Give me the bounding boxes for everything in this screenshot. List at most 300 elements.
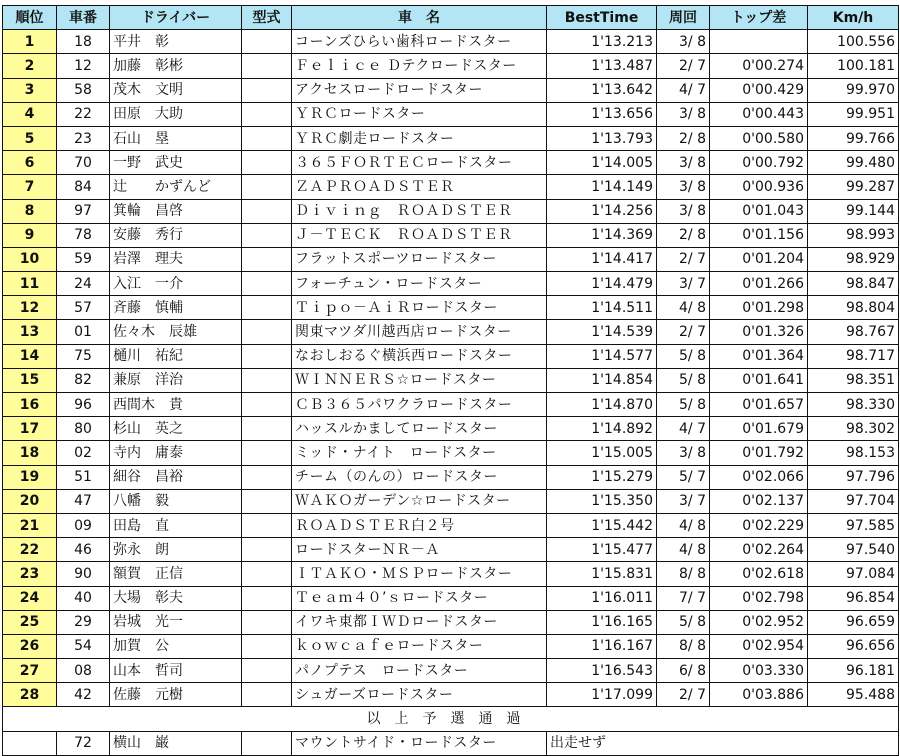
speed-cell: 98.804 bbox=[808, 296, 899, 320]
position-cell: 14 bbox=[3, 344, 57, 368]
qualify-divider-label: 以上予選通過 bbox=[3, 707, 899, 731]
table-row bbox=[3, 223, 899, 247]
driver-cell: 細谷 昌裕 bbox=[110, 465, 242, 489]
speed-cell: 99.287 bbox=[808, 175, 899, 199]
table-row bbox=[3, 344, 899, 368]
car-number-cell: 51 bbox=[57, 465, 110, 489]
speed-cell: 99.970 bbox=[808, 78, 899, 102]
gap-cell: 0'02.229 bbox=[710, 513, 808, 537]
gap-cell: 0'00.936 bbox=[710, 175, 808, 199]
type-cell bbox=[242, 683, 292, 707]
position-cell: 22 bbox=[3, 538, 57, 562]
speed-cell: 98.302 bbox=[808, 417, 899, 441]
car-name-cell: なおしおるぐ横浜西ロードスター bbox=[292, 344, 547, 368]
best-time-cell: 1'15.350 bbox=[547, 489, 657, 513]
table-row bbox=[3, 151, 899, 175]
table-row bbox=[3, 393, 899, 417]
speed-cell: 98.351 bbox=[808, 368, 899, 392]
car-number-cell: 80 bbox=[57, 417, 110, 441]
table-row bbox=[3, 562, 899, 586]
best-time-cell: 1'14.369 bbox=[547, 223, 657, 247]
driver-cell: 山本 哲司 bbox=[110, 659, 242, 683]
gap-cell: 0'03.330 bbox=[710, 659, 808, 683]
table-row bbox=[3, 513, 899, 537]
car-name-cell: フラットスポーツロードスター bbox=[292, 247, 547, 271]
car-number-cell: 82 bbox=[57, 368, 110, 392]
header-gap: トップ差 bbox=[710, 6, 808, 30]
table-row bbox=[3, 610, 899, 634]
driver-cell: 岩澤 理夫 bbox=[110, 247, 242, 271]
car-name-cell: ＷＡＫＯガーデン☆ロードスター bbox=[292, 489, 547, 513]
car-name-cell: Ｊ－ＴＥＣＫ ＲＯＡＤＳＴＥＲ bbox=[292, 223, 547, 247]
speed-cell: 98.153 bbox=[808, 441, 899, 465]
gap-cell: 0'01.043 bbox=[710, 199, 808, 223]
car-name-cell: ハッスルかましてロードスター bbox=[292, 417, 547, 441]
qualify-divider-row bbox=[3, 707, 899, 731]
car-number-cell: 70 bbox=[57, 151, 110, 175]
table-row bbox=[3, 102, 899, 126]
driver-cell: 弥永 朗 bbox=[110, 538, 242, 562]
did-not-start-note: 出走せず bbox=[547, 731, 899, 755]
car-name-cell: シュガーズロードスター bbox=[292, 683, 547, 707]
position-cell: 3 bbox=[3, 78, 57, 102]
car-number-cell: 84 bbox=[57, 175, 110, 199]
driver-cell: 安藤 秀行 bbox=[110, 223, 242, 247]
type-cell bbox=[242, 296, 292, 320]
gap-cell: 0'01.298 bbox=[710, 296, 808, 320]
type-cell bbox=[242, 634, 292, 658]
car-name-cell: ＺＡＰＲＯＡＤＳＴＥＲ bbox=[292, 175, 547, 199]
laps-cell: 2/ 7 bbox=[657, 683, 710, 707]
car-number-cell: 57 bbox=[57, 296, 110, 320]
laps-cell: 2/ 7 bbox=[657, 247, 710, 271]
car-number-cell: 97 bbox=[57, 199, 110, 223]
table-row bbox=[3, 368, 899, 392]
best-time-cell: 1'14.511 bbox=[547, 296, 657, 320]
gap-cell: 0'02.066 bbox=[710, 465, 808, 489]
laps-cell: 4/ 7 bbox=[657, 78, 710, 102]
type-cell bbox=[242, 465, 292, 489]
speed-cell: 96.656 bbox=[808, 634, 899, 658]
type-cell bbox=[242, 731, 292, 755]
best-time-cell: 1'14.005 bbox=[547, 151, 657, 175]
car-name-cell: 関東マツダ川越西店ロードスター bbox=[292, 320, 547, 344]
header-driver: ドライバー bbox=[110, 6, 242, 30]
gap-cell: 0'00.580 bbox=[710, 126, 808, 150]
table-row bbox=[3, 538, 899, 562]
car-number-cell: 59 bbox=[57, 247, 110, 271]
gap-cell: 0'01.792 bbox=[710, 441, 808, 465]
table-row bbox=[3, 247, 899, 271]
best-time-cell: 1'15.442 bbox=[547, 513, 657, 537]
position-cell: 12 bbox=[3, 296, 57, 320]
laps-cell: 2/ 7 bbox=[657, 320, 710, 344]
position-cell: 27 bbox=[3, 659, 57, 683]
header-position: 順位 bbox=[3, 6, 57, 30]
driver-cell: 西間木 貴 bbox=[110, 393, 242, 417]
driver-cell: 佐藤 元樹 bbox=[110, 683, 242, 707]
table-row bbox=[3, 634, 899, 658]
table-row bbox=[3, 465, 899, 489]
header-car-name: 車 名 bbox=[292, 6, 547, 30]
driver-cell: 大場 彰夫 bbox=[110, 586, 242, 610]
car-name-cell: ＩＴＡＫＯ・ＭＳＰロードスター bbox=[292, 562, 547, 586]
best-time-cell: 1'14.854 bbox=[547, 368, 657, 392]
speed-cell: 96.659 bbox=[808, 610, 899, 634]
position-cell: 17 bbox=[3, 417, 57, 441]
car-number-cell: 29 bbox=[57, 610, 110, 634]
speed-cell: 97.704 bbox=[808, 489, 899, 513]
header-car-number: 車番 bbox=[57, 6, 110, 30]
gap-cell: 0'02.952 bbox=[710, 610, 808, 634]
gap-cell: 0'02.798 bbox=[710, 586, 808, 610]
laps-cell: 3/ 7 bbox=[657, 272, 710, 296]
position-cell: 23 bbox=[3, 562, 57, 586]
type-cell bbox=[242, 344, 292, 368]
driver-cell: 兼原 洋治 bbox=[110, 368, 242, 392]
driver-cell: 石山 塁 bbox=[110, 126, 242, 150]
gap-cell: 0'02.264 bbox=[710, 538, 808, 562]
position-cell: 13 bbox=[3, 320, 57, 344]
best-time-cell: 1'13.656 bbox=[547, 102, 657, 126]
driver-cell: 加賀 公 bbox=[110, 634, 242, 658]
type-cell bbox=[242, 102, 292, 126]
best-time-cell: 1'15.831 bbox=[547, 562, 657, 586]
table-row bbox=[3, 320, 899, 344]
gap-cell: 0'01.364 bbox=[710, 344, 808, 368]
type-cell bbox=[242, 368, 292, 392]
car-number-cell: 02 bbox=[57, 441, 110, 465]
gap-cell: 0'02.137 bbox=[710, 489, 808, 513]
gap-cell bbox=[710, 30, 808, 54]
laps-cell: 2/ 7 bbox=[657, 54, 710, 78]
laps-cell: 3/ 8 bbox=[657, 30, 710, 54]
driver-cell: 茂木 文明 bbox=[110, 78, 242, 102]
nonstarter-row bbox=[3, 731, 899, 755]
table-row bbox=[3, 175, 899, 199]
laps-cell: 3/ 8 bbox=[657, 151, 710, 175]
speed-cell: 97.540 bbox=[808, 538, 899, 562]
laps-cell: 5/ 8 bbox=[657, 610, 710, 634]
speed-cell: 97.084 bbox=[808, 562, 899, 586]
speed-cell: 98.767 bbox=[808, 320, 899, 344]
car-number-cell: 96 bbox=[57, 393, 110, 417]
car-number-cell: 01 bbox=[57, 320, 110, 344]
table-row bbox=[3, 296, 899, 320]
car-name-cell: パノプテス ロードスター bbox=[292, 659, 547, 683]
best-time-cell: 1'14.149 bbox=[547, 175, 657, 199]
car-name-cell: アクセスロードロードスター bbox=[292, 78, 547, 102]
best-time-cell: 1'16.011 bbox=[547, 586, 657, 610]
car-number-cell: 46 bbox=[57, 538, 110, 562]
table-row bbox=[3, 683, 899, 707]
type-cell bbox=[242, 586, 292, 610]
best-time-cell: 1'14.256 bbox=[547, 199, 657, 223]
car-number-cell: 12 bbox=[57, 54, 110, 78]
speed-cell: 99.766 bbox=[808, 126, 899, 150]
laps-cell: 5/ 8 bbox=[657, 393, 710, 417]
position-cell: 5 bbox=[3, 126, 57, 150]
best-time-cell: 1'13.487 bbox=[547, 54, 657, 78]
speed-cell: 96.854 bbox=[808, 586, 899, 610]
position-cell: 21 bbox=[3, 513, 57, 537]
position-cell: 10 bbox=[3, 247, 57, 271]
car-name-cell: Ｔｉｐｏ－ＡｉＲロードスター bbox=[292, 296, 547, 320]
gap-cell: 0'00.792 bbox=[710, 151, 808, 175]
best-time-cell: 1'13.213 bbox=[547, 30, 657, 54]
car-name-cell: ＹＲＣロードスター bbox=[292, 102, 547, 126]
laps-cell: 8/ 8 bbox=[657, 634, 710, 658]
car-number-cell: 22 bbox=[57, 102, 110, 126]
car-number-cell: 08 bbox=[57, 659, 110, 683]
type-cell bbox=[242, 513, 292, 537]
gap-cell: 0'00.443 bbox=[710, 102, 808, 126]
position-cell: 26 bbox=[3, 634, 57, 658]
type-cell bbox=[242, 272, 292, 296]
best-time-cell: 1'14.539 bbox=[547, 320, 657, 344]
car-number-cell: 90 bbox=[57, 562, 110, 586]
position-cell: 18 bbox=[3, 441, 57, 465]
speed-cell: 100.181 bbox=[808, 54, 899, 78]
laps-cell: 3/ 7 bbox=[657, 489, 710, 513]
header-best-time: BestTime bbox=[547, 6, 657, 30]
driver-cell: 岩城 光一 bbox=[110, 610, 242, 634]
car-name-cell: ＣＢ３６５パワクラロードスター bbox=[292, 393, 547, 417]
car-number-cell: 24 bbox=[57, 272, 110, 296]
car-name-cell: ＹＲＣ劇走ロードスター bbox=[292, 126, 547, 150]
driver-cell: 加藤 彰彬 bbox=[110, 54, 242, 78]
driver-cell: 箕輪 昌啓 bbox=[110, 199, 242, 223]
laps-cell: 2/ 8 bbox=[657, 223, 710, 247]
best-time-cell: 1'14.870 bbox=[547, 393, 657, 417]
best-time-cell: 1'16.167 bbox=[547, 634, 657, 658]
best-time-cell: 1'13.642 bbox=[547, 78, 657, 102]
laps-cell: 4/ 8 bbox=[657, 538, 710, 562]
gap-cell: 0'01.657 bbox=[710, 393, 808, 417]
type-cell bbox=[242, 659, 292, 683]
best-time-cell: 1'15.477 bbox=[547, 538, 657, 562]
table-row bbox=[3, 272, 899, 296]
table-row bbox=[3, 489, 899, 513]
position-cell: 16 bbox=[3, 393, 57, 417]
type-cell bbox=[242, 126, 292, 150]
car-name-cell: マウントサイド・ロードスター bbox=[292, 731, 547, 755]
speed-cell: 98.330 bbox=[808, 393, 899, 417]
car-name-cell: ｋｏｗｃａｆｅロードスター bbox=[292, 634, 547, 658]
car-name-cell: Ｆｅｌｉｃｅ Ｄテクロードスター bbox=[292, 54, 547, 78]
driver-cell: 一野 武史 bbox=[110, 151, 242, 175]
car-name-cell: ３６５ＦＯＲＴＥＣロードスター bbox=[292, 151, 547, 175]
type-cell bbox=[242, 54, 292, 78]
table-row bbox=[3, 659, 899, 683]
car-number-cell: 75 bbox=[57, 344, 110, 368]
table-row bbox=[3, 199, 899, 223]
speed-cell: 97.585 bbox=[808, 513, 899, 537]
speed-cell: 98.993 bbox=[808, 223, 899, 247]
type-cell bbox=[242, 489, 292, 513]
laps-cell: 3/ 8 bbox=[657, 441, 710, 465]
driver-cell: 田原 大助 bbox=[110, 102, 242, 126]
table-row bbox=[3, 54, 899, 78]
type-cell bbox=[242, 151, 292, 175]
gap-cell: 0'01.156 bbox=[710, 223, 808, 247]
position-cell: 4 bbox=[3, 102, 57, 126]
laps-cell: 6/ 8 bbox=[657, 659, 710, 683]
header-speed: Km/h bbox=[808, 6, 899, 30]
position-cell: 11 bbox=[3, 272, 57, 296]
position-cell: 2 bbox=[3, 54, 57, 78]
best-time-cell: 1'14.417 bbox=[547, 247, 657, 271]
gap-cell: 0'02.618 bbox=[710, 562, 808, 586]
header-type: 型式 bbox=[242, 6, 292, 30]
gap-cell: 0'01.679 bbox=[710, 417, 808, 441]
laps-cell: 7/ 7 bbox=[657, 586, 710, 610]
car-number-cell: 09 bbox=[57, 513, 110, 537]
results-body bbox=[3, 30, 899, 756]
best-time-cell: 1'17.099 bbox=[547, 683, 657, 707]
laps-cell: 2/ 8 bbox=[657, 126, 710, 150]
position-cell: 7 bbox=[3, 175, 57, 199]
type-cell bbox=[242, 538, 292, 562]
car-number-cell: 58 bbox=[57, 78, 110, 102]
car-name-cell: ミッド・ナイト ロードスター bbox=[292, 441, 547, 465]
car-name-cell: チーム（のんの）ロードスター bbox=[292, 465, 547, 489]
best-time-cell: 1'15.279 bbox=[547, 465, 657, 489]
type-cell bbox=[242, 223, 292, 247]
position-cell: 1 bbox=[3, 30, 57, 54]
type-cell bbox=[242, 610, 292, 634]
laps-cell: 3/ 8 bbox=[657, 199, 710, 223]
speed-cell: 96.181 bbox=[808, 659, 899, 683]
car-name-cell: コーンズひらい歯科ロードスター bbox=[292, 30, 547, 54]
car-number-cell: 18 bbox=[57, 30, 110, 54]
gap-cell: 0'01.326 bbox=[710, 320, 808, 344]
table-row bbox=[3, 441, 899, 465]
gap-cell: 0'00.429 bbox=[710, 78, 808, 102]
speed-cell: 98.929 bbox=[808, 247, 899, 271]
driver-cell: 横山 巌 bbox=[110, 731, 242, 755]
car-name-cell: ＲＯＡＤＳＴＥＲ白２号 bbox=[292, 513, 547, 537]
car-name-cell: ＷＩＮＮＥＲＳ☆ロードスター bbox=[292, 368, 547, 392]
best-time-cell: 1'14.577 bbox=[547, 344, 657, 368]
laps-cell: 4/ 8 bbox=[657, 296, 710, 320]
position-cell: 28 bbox=[3, 683, 57, 707]
speed-cell: 98.717 bbox=[808, 344, 899, 368]
position-cell: 20 bbox=[3, 489, 57, 513]
driver-cell: 佐々木 辰雄 bbox=[110, 320, 242, 344]
table-row bbox=[3, 126, 899, 150]
type-cell bbox=[242, 562, 292, 586]
table-row bbox=[3, 78, 899, 102]
type-cell bbox=[242, 247, 292, 271]
speed-cell: 95.488 bbox=[808, 683, 899, 707]
best-time-cell: 1'16.165 bbox=[547, 610, 657, 634]
best-time-cell: 1'14.892 bbox=[547, 417, 657, 441]
position-cell bbox=[3, 731, 57, 755]
best-time-cell: 1'16.543 bbox=[547, 659, 657, 683]
driver-cell: 辻 かずんど bbox=[110, 175, 242, 199]
laps-cell: 3/ 8 bbox=[657, 102, 710, 126]
car-number-cell: 42 bbox=[57, 683, 110, 707]
gap-cell: 0'02.954 bbox=[710, 634, 808, 658]
speed-cell: 100.556 bbox=[808, 30, 899, 54]
header-laps: 周回 bbox=[657, 6, 710, 30]
car-number-cell: 72 bbox=[57, 731, 110, 755]
gap-cell: 0'00.274 bbox=[710, 54, 808, 78]
driver-cell: 平井 彰 bbox=[110, 30, 242, 54]
car-number-cell: 47 bbox=[57, 489, 110, 513]
type-cell bbox=[242, 320, 292, 344]
car-name-cell: フォーチュン・ロードスター bbox=[292, 272, 547, 296]
table-row bbox=[3, 30, 899, 54]
driver-cell: 樋川 祐紀 bbox=[110, 344, 242, 368]
type-cell bbox=[242, 78, 292, 102]
driver-cell: 八幡 毅 bbox=[110, 489, 242, 513]
laps-cell: 5/ 7 bbox=[657, 465, 710, 489]
car-number-cell: 23 bbox=[57, 126, 110, 150]
type-cell bbox=[242, 417, 292, 441]
laps-cell: 4/ 7 bbox=[657, 417, 710, 441]
driver-cell: 入江 一介 bbox=[110, 272, 242, 296]
type-cell bbox=[242, 441, 292, 465]
header-row bbox=[3, 6, 899, 30]
gap-cell: 0'01.641 bbox=[710, 368, 808, 392]
type-cell bbox=[242, 393, 292, 417]
position-cell: 9 bbox=[3, 223, 57, 247]
position-cell: 24 bbox=[3, 586, 57, 610]
car-number-cell: 78 bbox=[57, 223, 110, 247]
type-cell bbox=[242, 175, 292, 199]
best-time-cell: 1'14.479 bbox=[547, 272, 657, 296]
laps-cell: 5/ 8 bbox=[657, 368, 710, 392]
car-name-cell: イワキ東都ＩＷＤロードスター bbox=[292, 610, 547, 634]
driver-cell: 斉藤 慎輔 bbox=[110, 296, 242, 320]
driver-cell: 杉山 英之 bbox=[110, 417, 242, 441]
car-name-cell: ロードスターＮＲ－Ａ bbox=[292, 538, 547, 562]
speed-cell: 99.951 bbox=[808, 102, 899, 126]
gap-cell: 0'03.886 bbox=[710, 683, 808, 707]
position-cell: 8 bbox=[3, 199, 57, 223]
driver-cell: 寺内 庸泰 bbox=[110, 441, 242, 465]
best-time-cell: 1'15.005 bbox=[547, 441, 657, 465]
driver-cell: 額賀 正信 bbox=[110, 562, 242, 586]
table-row bbox=[3, 417, 899, 441]
car-number-cell: 54 bbox=[57, 634, 110, 658]
results-table bbox=[2, 5, 899, 756]
position-cell: 6 bbox=[3, 151, 57, 175]
type-cell bbox=[242, 30, 292, 54]
gap-cell: 0'01.266 bbox=[710, 272, 808, 296]
speed-cell: 98.847 bbox=[808, 272, 899, 296]
speed-cell: 99.480 bbox=[808, 151, 899, 175]
car-name-cell: Ｄｉｖｉｎｇ ＲＯＡＤＳＴＥＲ bbox=[292, 199, 547, 223]
speed-cell: 97.796 bbox=[808, 465, 899, 489]
car-name-cell: Ｔｅａｍ４０’ｓロードスター bbox=[292, 586, 547, 610]
speed-cell: 99.144 bbox=[808, 199, 899, 223]
position-cell: 25 bbox=[3, 610, 57, 634]
driver-cell: 田島 直 bbox=[110, 513, 242, 537]
best-time-cell: 1'13.793 bbox=[547, 126, 657, 150]
table-row bbox=[3, 586, 899, 610]
laps-cell: 4/ 8 bbox=[657, 513, 710, 537]
type-cell bbox=[242, 199, 292, 223]
laps-cell: 5/ 8 bbox=[657, 344, 710, 368]
gap-cell: 0'01.204 bbox=[710, 247, 808, 271]
laps-cell: 3/ 8 bbox=[657, 175, 710, 199]
position-cell: 19 bbox=[3, 465, 57, 489]
car-number-cell: 40 bbox=[57, 586, 110, 610]
laps-cell: 8/ 8 bbox=[657, 562, 710, 586]
